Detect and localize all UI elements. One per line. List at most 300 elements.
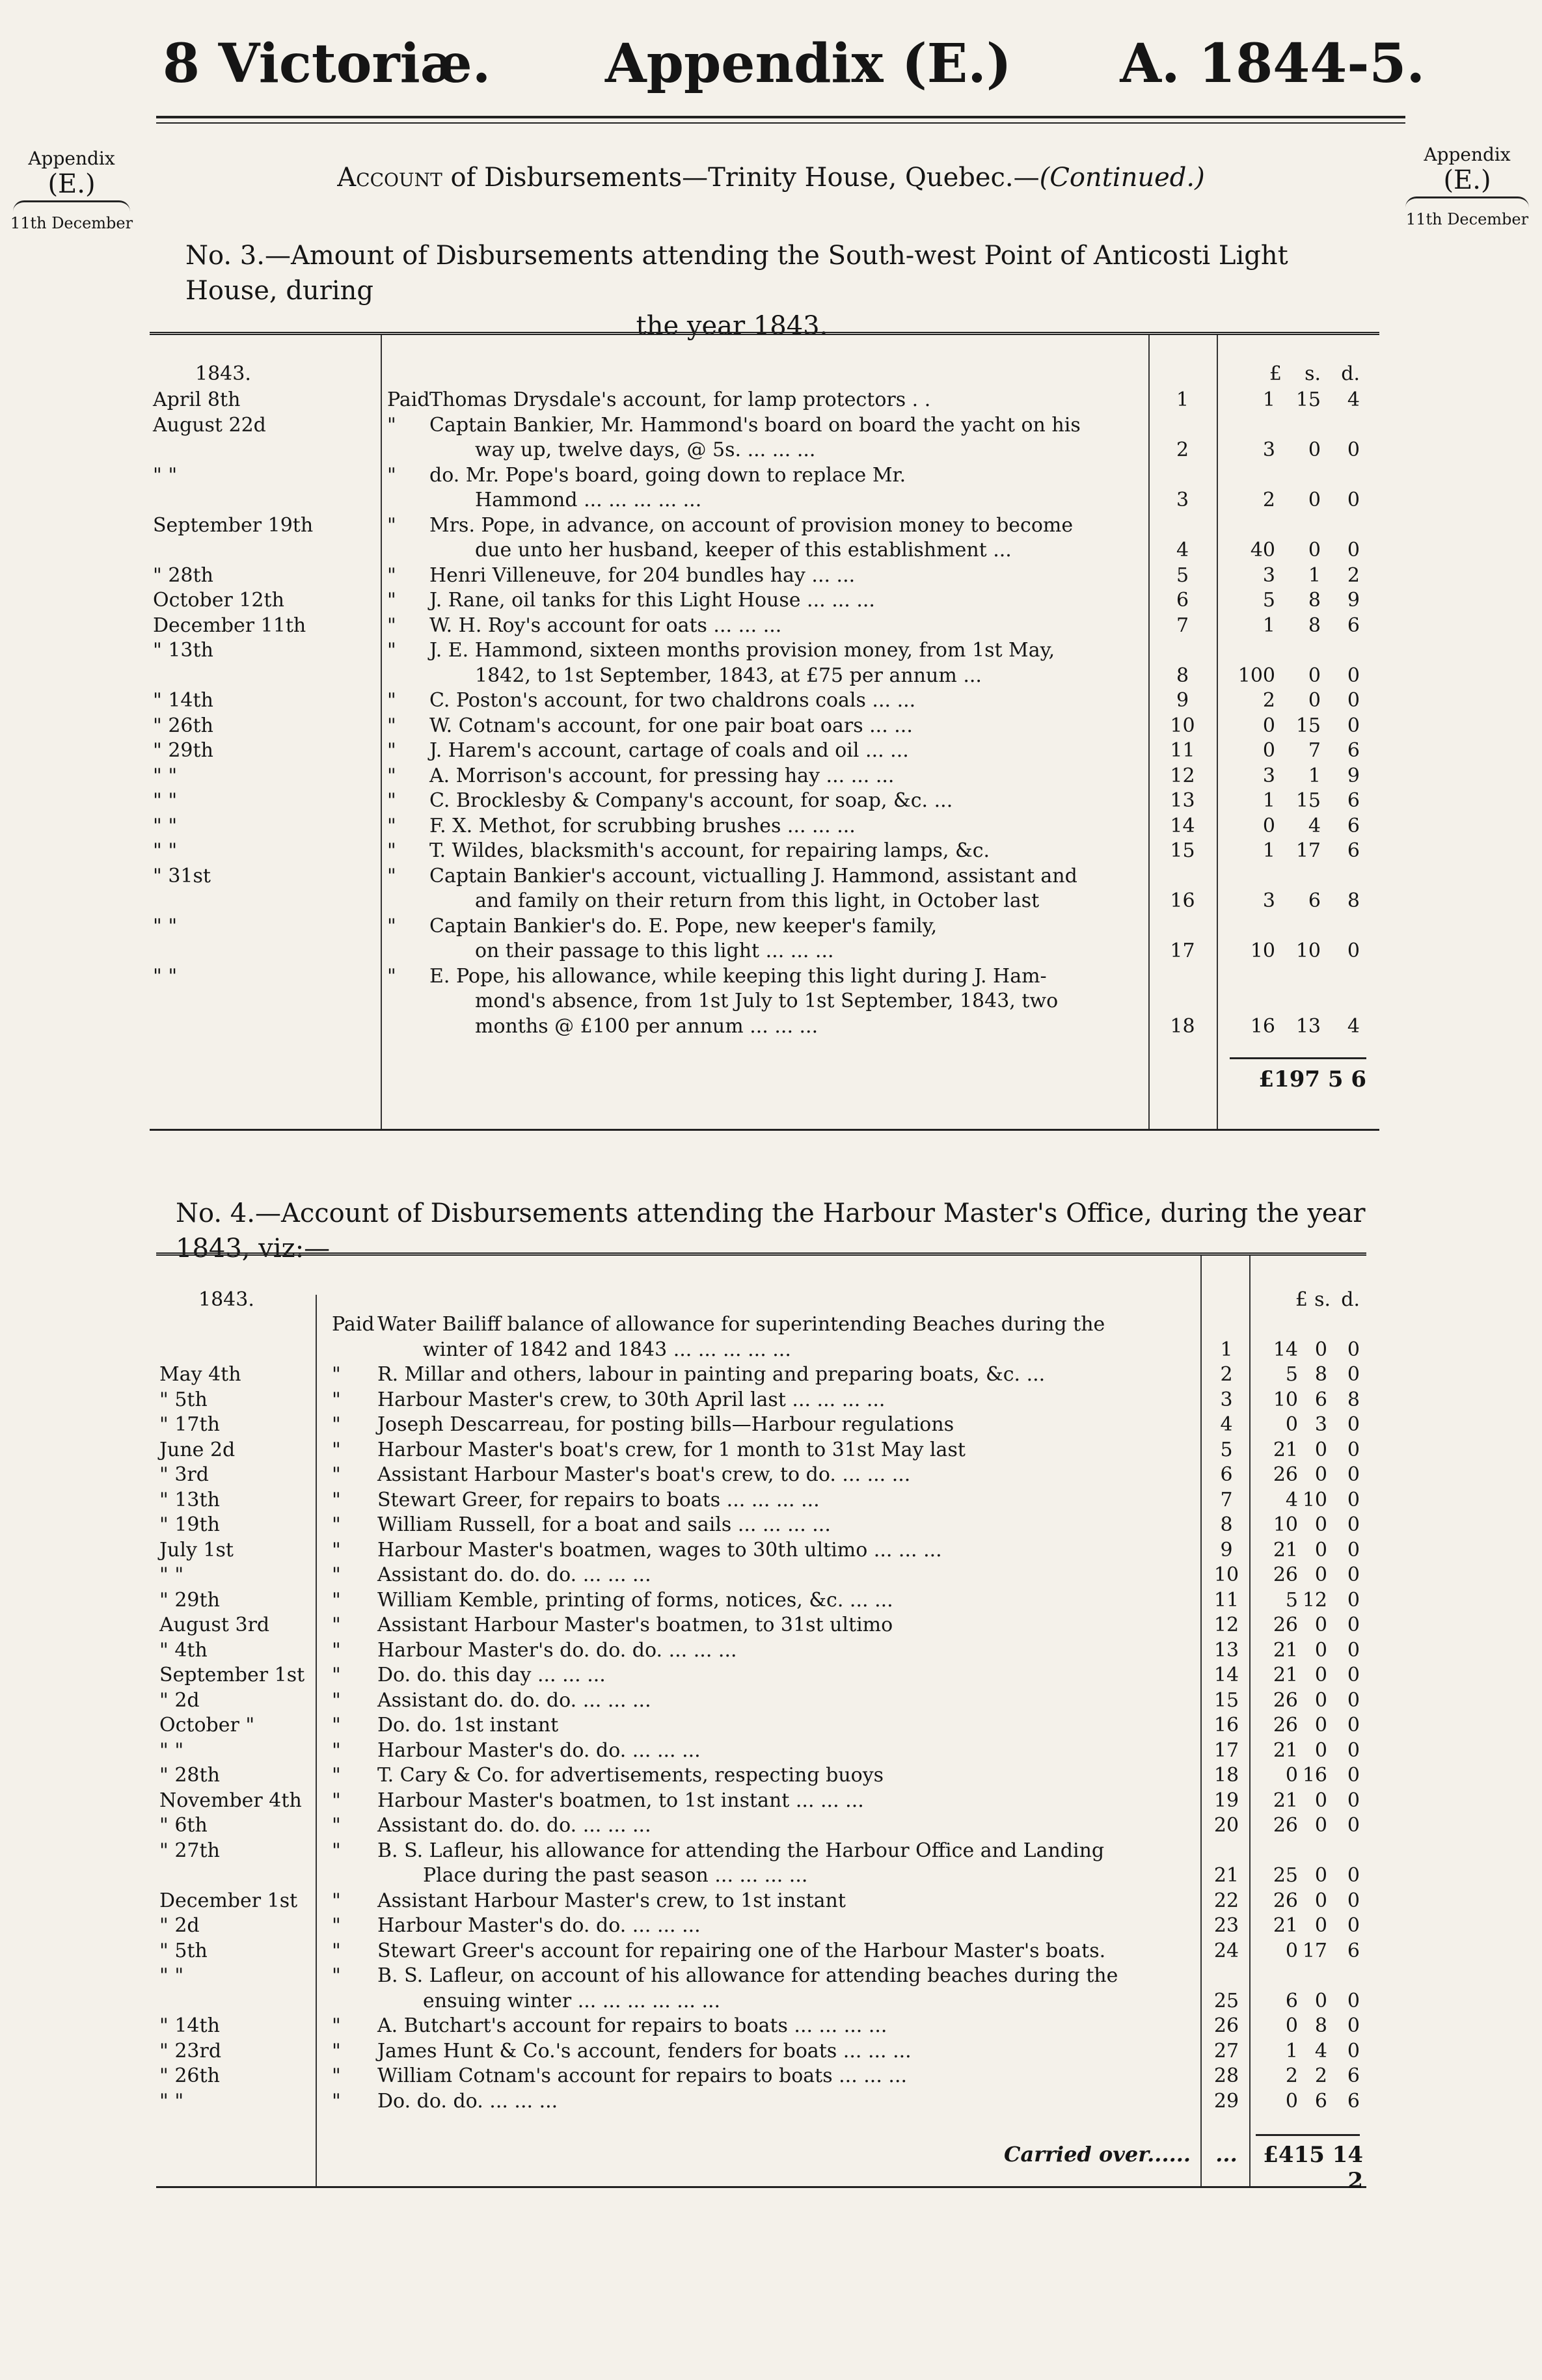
entry-description: James Hunt & Co.'s account, fenders for boats ... ... ... [377, 2039, 912, 2062]
entry-number: 28 [1213, 2064, 1239, 2087]
entry-shillings: 0 [1308, 489, 1321, 511]
entry-date: December 1st [159, 1889, 298, 1912]
entry-date: August 22d [153, 413, 266, 437]
entry-pence: 0 [1347, 1789, 1360, 1812]
entry-pence: 0 [1347, 1513, 1360, 1536]
entry-date: August 3rd [159, 1614, 270, 1636]
entry-description: Harbour Master's boatmen, to 1st instant ... ... ... [377, 1789, 864, 1812]
ledger-row [150, 739, 1379, 764]
entry-pence: 6 [1347, 614, 1360, 637]
entry-number: 12 [1170, 764, 1195, 787]
entry-pence: 0 [1347, 714, 1360, 737]
entry-shillings: 0 [1314, 1538, 1327, 1562]
entry-description: ensuing winter ... ... ... ... ... ... [423, 1989, 721, 2012]
entry-number: 18 [1213, 1764, 1239, 1787]
entry-pounds: 25 [1273, 1864, 1298, 1887]
entry-number: 1 [1176, 388, 1189, 411]
margin-appendix-letter: (E.) [1443, 165, 1491, 195]
entry-paid-mark: " [387, 764, 396, 787]
pence-header: d. [1341, 362, 1360, 385]
entry-paid-mark: " [387, 563, 396, 587]
entry-description: J. E. Hammond, sixteen months provision money, from 1st May, [429, 639, 1055, 662]
entry-shillings: 0 [1314, 1614, 1327, 1636]
ledger-row [156, 1439, 1366, 1464]
entry-number: 7 [1176, 614, 1189, 637]
entry-pence: 0 [1347, 940, 1360, 962]
ledger-row [156, 2064, 1366, 2090]
section4-year: 1843. [198, 1288, 254, 1311]
entry-pence: 0 [1347, 1688, 1360, 1712]
ledger-row [156, 1463, 1366, 1489]
entry-pounds: 0 [1262, 714, 1275, 737]
entry-description: William Russell, for a boat and sails ... ... ... ... [377, 1513, 831, 1536]
entry-pence: 0 [1347, 1714, 1360, 1737]
ledger-row [156, 1714, 1366, 1739]
entry-pounds: 0 [1262, 739, 1275, 762]
entry-description: months @ £100 per annum ... ... ... [475, 1014, 818, 1038]
entry-pounds: 0 [1262, 814, 1275, 837]
entry-description: Harbour Master's do. do. ... ... ... [377, 1738, 701, 1762]
entry-shillings: 13 [1295, 1014, 1321, 1038]
entry-shillings: 17 [1302, 1939, 1327, 1962]
entry-date: October 12th [153, 589, 284, 612]
entry-paid-mark: " [387, 964, 396, 988]
entry-paid-mark: " [332, 1513, 341, 1536]
ledger-row [150, 689, 1379, 714]
entry-number: 9 [1220, 1538, 1233, 1562]
entry-paid-mark: " [332, 1563, 341, 1586]
entry-paid-mark: " [332, 1664, 341, 1686]
entry-pence: 6 [1347, 789, 1360, 812]
entry-description: way up, twelve days, @ 5s. ... ... ... [475, 439, 816, 461]
entry-pence: 0 [1347, 2014, 1360, 2037]
entry-description: F. X. Methot, for scrubbing brushes ... ... ... [429, 814, 856, 837]
entry-pence: 0 [1347, 1588, 1360, 1612]
entry-shillings: 2 [1314, 2064, 1327, 2087]
ledger-row [156, 1664, 1366, 1689]
entry-number: 14 [1170, 814, 1195, 837]
ledger-row [150, 714, 1379, 740]
entry-date: " 6th [159, 1814, 208, 1837]
ledger-row [150, 639, 1379, 689]
entry-number: 3 [1176, 489, 1189, 511]
ledger-row [156, 1489, 1366, 1514]
ledger-row [156, 1814, 1366, 1839]
entry-description: Captain Bankier, Mr. Hammond's board on board the yacht on his [429, 413, 1081, 437]
ledger-row [150, 865, 1379, 915]
entry-paid-mark: " [332, 1588, 341, 1612]
entry-shillings: 16 [1302, 1764, 1327, 1787]
entry-description: Captain Bankier's account, victualling J. Hammond, assistant and [429, 864, 1077, 887]
entry-description: Assistant do. do. do. ... ... ... [377, 1563, 651, 1586]
entry-number: 4 [1176, 539, 1189, 561]
entry-shillings: 1 [1308, 764, 1321, 787]
entry-number: 3 [1220, 1388, 1233, 1411]
margin-brace [13, 200, 130, 211]
pence-header: d. [1341, 1288, 1360, 1311]
entry-number: 12 [1213, 1614, 1239, 1636]
entry-shillings: 10 [1302, 1488, 1327, 1511]
entry-description: Henri Villeneuve, for 204 bundles hay ... ... [429, 563, 856, 587]
entry-pence: 0 [1347, 2039, 1360, 2062]
entry-shillings: 0 [1314, 1638, 1327, 1662]
entry-pounds: 26 [1273, 1463, 1298, 1486]
entry-paid-mark: " [332, 1488, 341, 1511]
entry-pounds: 5 [1262, 589, 1275, 612]
entry-description: William Cotnam's account for repairs to boats ... ... ... [377, 2064, 908, 2087]
entry-paid-mark: Paid [332, 1313, 375, 1336]
entry-pence: 0 [1347, 1563, 1360, 1586]
header-appendix: Appendix (E.) [605, 33, 1012, 95]
section4-title: No. 4.—Account of Disbursements attending the Harbour Master's Office, during the year 1843, viz:— [176, 1198, 1366, 1264]
entry-shillings: 8 [1308, 614, 1321, 637]
entry-shillings: 0 [1308, 539, 1321, 561]
entry-pence: 6 [1347, 739, 1360, 762]
entry-pence: 0 [1347, 1889, 1360, 1912]
ledger-row [156, 2090, 1366, 2115]
entry-number: 16 [1213, 1714, 1239, 1737]
entry-description: Captain Bankier's do. E. Pope, new keeper's family, [429, 914, 938, 938]
ledger-row [156, 1889, 1366, 1915]
entry-pence: 6 [1347, 814, 1360, 837]
entry-paid-mark: " [387, 639, 396, 662]
entry-description: do. Mr. Pope's board, going down to replace Mr. [429, 463, 906, 487]
entry-pence: 6 [1347, 1939, 1360, 1962]
entry-shillings: 0 [1314, 1814, 1327, 1837]
entry-date: " 23rd [159, 2039, 222, 2062]
ledger-row [150, 839, 1379, 865]
subtitle-text: of Disbursements—Trinity House, Quebec.— [442, 163, 1040, 193]
entry-date: May 4th [159, 1363, 241, 1386]
entry-pence: 0 [1347, 664, 1360, 687]
ledger-row [156, 1563, 1366, 1589]
ledger-row [156, 1764, 1366, 1789]
entry-date: " 13th [153, 639, 213, 662]
entry-paid-mark: " [332, 1614, 341, 1636]
entry-date: " " [159, 2089, 184, 2113]
entry-number: 10 [1213, 1563, 1239, 1586]
entry-description: winter of 1842 and 1843 ... ... ... ... ... [423, 1338, 791, 1361]
entry-paid-mark: " [332, 1789, 341, 1812]
entry-shillings: 0 [1314, 1338, 1327, 1361]
section3-title-line1: No. 3.—Amount of Disbursements attending the South-west Point of Anticosti Light House, during [185, 241, 1288, 306]
ledger-row [156, 1313, 1366, 1363]
entry-pounds: 4 [1285, 1488, 1298, 1511]
entry-number: 15 [1170, 839, 1195, 862]
entry-paid-mark: " [332, 2039, 341, 2062]
entry-number: 4 [1220, 1413, 1233, 1436]
entry-number: 25 [1213, 1989, 1239, 2012]
entry-date: " " [153, 463, 178, 487]
entry-paid-mark: " [332, 1939, 341, 1962]
entry-paid-mark: " [387, 463, 396, 487]
entry-pence: 9 [1347, 764, 1360, 787]
entry-date: " 26th [159, 2064, 220, 2087]
entry-number: 5 [1220, 1438, 1233, 1461]
entry-description: Mrs. Pope, in advance, on account of provision money to become [429, 513, 1074, 537]
entry-description: Do. do. this day ... ... ... [377, 1664, 606, 1686]
ledger-row [150, 564, 1379, 589]
entry-shillings: 3 [1314, 1413, 1327, 1436]
entry-number: 19 [1213, 1789, 1239, 1812]
ledger-row [150, 614, 1379, 640]
header-session: 8 Victoriæ. [163, 33, 491, 95]
entry-pounds: 21 [1273, 1538, 1298, 1562]
ledger-row [156, 1413, 1366, 1439]
shillings-header: s. [1305, 362, 1321, 385]
entry-paid-mark: " [332, 1964, 341, 1987]
entry-number: 13 [1213, 1638, 1239, 1662]
entry-number: 18 [1170, 1014, 1195, 1038]
entry-paid-mark: " [387, 689, 396, 712]
entry-pence: 0 [1347, 1488, 1360, 1511]
entry-paid-mark: " [332, 2014, 341, 2037]
entry-pence: 8 [1347, 889, 1360, 912]
entry-date: September 19th [153, 513, 314, 537]
entry-number: 24 [1213, 1939, 1239, 1962]
entry-number: 27 [1213, 2039, 1239, 2062]
entry-pounds: 26 [1273, 1688, 1298, 1712]
entry-date: November 4th [159, 1789, 302, 1812]
entry-pounds: 26 [1273, 1563, 1298, 1586]
header-rule [156, 116, 1405, 124]
pounds-header: £ [1269, 362, 1282, 385]
entry-date: " 19th [159, 1513, 220, 1536]
entry-paid-mark: " [387, 839, 396, 862]
margin-appendix-label: Appendix [28, 148, 115, 169]
entry-date: " " [153, 789, 178, 812]
entry-paid-mark: " [332, 1388, 341, 1411]
entry-date: " 28th [153, 563, 213, 587]
ledger-row [156, 1639, 1366, 1664]
entry-pence: 0 [1347, 1363, 1360, 1386]
carried-rule [1256, 2134, 1360, 2136]
entry-date: " 27th [159, 1839, 220, 1862]
entry-description: Harbour Master's boat's crew, for 1 month to 31st May last [377, 1438, 966, 1461]
section3-total: £197 5 6 [1258, 1066, 1366, 1092]
entry-description: R. Millar and others, labour in painting and preparing boats, &c. ... [377, 1363, 1046, 1386]
margin-date: 11th December [10, 214, 133, 232]
entry-number: 8 [1176, 664, 1189, 687]
entry-description: Assistant Harbour Master's boat's crew, to do. ... ... ... [377, 1463, 911, 1486]
entry-description: A. Morrison's account, for pressing hay ... ... ... [429, 764, 895, 787]
entry-description: Water Bailiff balance of allowance for superintending Beaches during the [377, 1313, 1105, 1336]
entry-paid-mark: " [332, 1889, 341, 1912]
entry-description: A. Butchart's account for repairs to boats ... ... ... ... [377, 2014, 887, 2037]
entry-shillings: 6 [1308, 889, 1321, 912]
entry-description: Do. do. do. ... ... ... [377, 2089, 558, 2113]
entry-date: " 13th [159, 1488, 220, 1511]
entry-shillings: 17 [1295, 839, 1321, 862]
entry-pounds: 10 [1273, 1513, 1298, 1536]
entry-pence: 0 [1347, 1614, 1360, 1636]
entry-number: 11 [1170, 739, 1195, 762]
entry-date: " 4th [159, 1638, 208, 1662]
entry-pence: 0 [1347, 1989, 1360, 2012]
entry-number: 22 [1213, 1889, 1239, 1912]
entry-description: on their passage to this light ... ... ... [475, 940, 834, 962]
entry-pounds: 0 [1285, 2089, 1298, 2113]
entry-pounds: 2 [1285, 2064, 1298, 2087]
entry-number: 14 [1213, 1664, 1239, 1686]
entry-shillings: 1 [1308, 563, 1321, 587]
entry-description: Harbour Master's crew, to 30th April last ... ... ... ... [377, 1388, 886, 1411]
entry-shillings: 0 [1314, 1513, 1327, 1536]
section3-title [185, 238, 1357, 344]
entry-shillings: 0 [1314, 1463, 1327, 1486]
entry-pence: 0 [1347, 489, 1360, 511]
entry-paid-mark: " [332, 1839, 341, 1862]
entry-paid-mark: " [332, 1714, 341, 1737]
entry-shillings: 0 [1314, 1664, 1327, 1686]
entry-pounds: 14 [1273, 1338, 1298, 1361]
entry-date: " 28th [159, 1764, 220, 1787]
entry-pounds: 26 [1273, 1889, 1298, 1912]
ledger-row [156, 1739, 1366, 1765]
entry-description: B. S. Lafleur, on account of his allowance for attending beaches during the [377, 1964, 1118, 1987]
ledger-row [150, 815, 1379, 840]
entry-pounds: 0 [1285, 1764, 1298, 1787]
total-rule [1230, 1057, 1366, 1059]
entry-date: " 14th [159, 2014, 220, 2037]
entry-pounds: 21 [1273, 1438, 1298, 1461]
entry-pence: 0 [1347, 1914, 1360, 1937]
entry-pence: 0 [1347, 539, 1360, 561]
entry-date: October " [159, 1714, 255, 1737]
entry-pounds: 21 [1273, 1914, 1298, 1937]
entry-shillings: 15 [1295, 714, 1321, 737]
entry-shillings: 0 [1314, 1438, 1327, 1461]
entry-number: 26 [1213, 2014, 1239, 2037]
entry-description: J. Rane, oil tanks for this Light House ... ... ... [429, 589, 875, 612]
entry-pounds: 26 [1273, 1714, 1298, 1737]
entry-date: " " [153, 964, 178, 988]
entry-number: 16 [1170, 889, 1195, 912]
entry-pence: 0 [1347, 1664, 1360, 1686]
entry-number: 15 [1213, 1688, 1239, 1712]
entry-paid-mark: " [332, 1814, 341, 1837]
entry-paid-mark: " [387, 513, 396, 537]
entry-number: 2 [1176, 439, 1189, 461]
entry-number: 9 [1176, 689, 1189, 712]
ledger-row [156, 1513, 1366, 1539]
entry-paid-mark: " [387, 914, 396, 938]
entry-description: Hammond ... ... ... ... ... [475, 489, 702, 511]
entry-paid-mark: " [332, 1438, 341, 1461]
entry-number: 13 [1170, 789, 1195, 812]
ledger-row [156, 1589, 1366, 1614]
pounds-header: £ [1295, 1288, 1308, 1311]
entry-date: " " [153, 764, 178, 787]
ledger-row [150, 514, 1379, 564]
entry-date: " 29th [159, 1588, 220, 1612]
entry-date: " 29th [153, 739, 213, 762]
entry-number: 17 [1213, 1738, 1239, 1762]
entry-paid-mark: " [332, 1738, 341, 1762]
entry-date: " " [153, 914, 178, 938]
entry-description: William Kemble, printing of forms, notices, &c. ... ... [377, 1588, 893, 1612]
entry-shillings: 15 [1295, 388, 1321, 411]
entry-date: " 2d [159, 1914, 200, 1937]
entry-pounds: 1 [1262, 388, 1275, 411]
entry-description: Stewart Greer's account for repairing one of the Harbour Master's boats. [377, 1939, 1106, 1962]
page-subtitle [0, 163, 1542, 193]
entry-number: 6 [1176, 589, 1189, 612]
entry-description: Stewart Greer, for repairs to boats ... ... ... ... [377, 1488, 820, 1511]
ledger-row [150, 915, 1379, 965]
entry-pence: 0 [1347, 1814, 1360, 1837]
entry-description: T. Wildes, blacksmith's account, for repairing lamps, &c. [429, 839, 990, 862]
entry-date: September 1st [159, 1664, 305, 1686]
entry-pounds: 21 [1273, 1638, 1298, 1662]
ledger-row [156, 2014, 1366, 2040]
entry-date: " " [159, 1738, 184, 1762]
entry-pounds: 2 [1262, 689, 1275, 712]
section4-ledger [156, 1252, 1366, 2194]
ledger-row [156, 1914, 1366, 1940]
entry-paid-mark: " [387, 714, 396, 737]
entry-pounds: 0 [1285, 1413, 1298, 1436]
entry-number: 29 [1213, 2089, 1239, 2113]
entry-shillings: 0 [1308, 439, 1321, 461]
entry-pounds: 3 [1262, 439, 1275, 461]
entry-date: " " [159, 1563, 184, 1586]
entry-pence: 0 [1347, 1538, 1360, 1562]
entry-description: Thomas Drysdale's account, for lamp protectors . . [429, 388, 931, 411]
entry-pence: 0 [1347, 1413, 1360, 1436]
entry-paid-mark: " [332, 1914, 341, 1937]
ledger-row [150, 464, 1379, 514]
entry-shillings: 0 [1314, 1688, 1327, 1712]
entry-shillings: 15 [1295, 789, 1321, 812]
entry-date: December 11th [153, 614, 306, 637]
entry-date: July 1st [159, 1538, 234, 1562]
entry-paid-mark: " [332, 2089, 341, 2113]
entry-pounds: 3 [1262, 563, 1275, 587]
ledger-row [150, 965, 1379, 1040]
ledger-row [156, 1964, 1366, 2014]
entry-paid-mark: " [387, 789, 396, 812]
entry-date: " " [153, 814, 178, 837]
entry-description: mond's absence, from 1st July to 1st September, 1843, two [475, 990, 1059, 1012]
entry-pence: 0 [1347, 1764, 1360, 1787]
entry-number: 10 [1170, 714, 1195, 737]
entry-shillings: 6 [1314, 1388, 1327, 1411]
entry-number: 20 [1213, 1814, 1239, 1837]
entry-description: C. Poston's account, for two chaldrons coals ... ... [429, 689, 916, 712]
entry-pounds: 40 [1250, 539, 1275, 561]
entry-pounds: 26 [1273, 1814, 1298, 1837]
running-header [150, 31, 1425, 103]
entry-pence: 0 [1347, 689, 1360, 712]
entry-paid-mark: " [332, 1638, 341, 1662]
carried-over-label: Carried over...... [1003, 2142, 1191, 2167]
entry-paid-mark: " [387, 589, 396, 612]
entry-paid-mark: " [387, 413, 396, 437]
entry-description: Place during the past season ... ... ... ... [423, 1864, 808, 1887]
entry-pence: 0 [1347, 1738, 1360, 1762]
entry-shillings: 0 [1308, 664, 1321, 687]
entry-description: T. Cary & Co. for advertisements, respecting buoys [377, 1764, 884, 1787]
entry-paid-mark: " [387, 614, 396, 637]
entry-description: Assistant Harbour Master's crew, to 1st instant [377, 1889, 846, 1912]
entry-pounds: 6 [1285, 1989, 1298, 2012]
margin-appendix-label: Appendix [1424, 144, 1511, 165]
entry-pence: 0 [1347, 1338, 1360, 1361]
entry-pence: 6 [1347, 2089, 1360, 2113]
entry-description: due unto her husband, keeper of this establishment ... [475, 539, 1012, 561]
entry-pounds: 1 [1285, 2039, 1298, 2062]
